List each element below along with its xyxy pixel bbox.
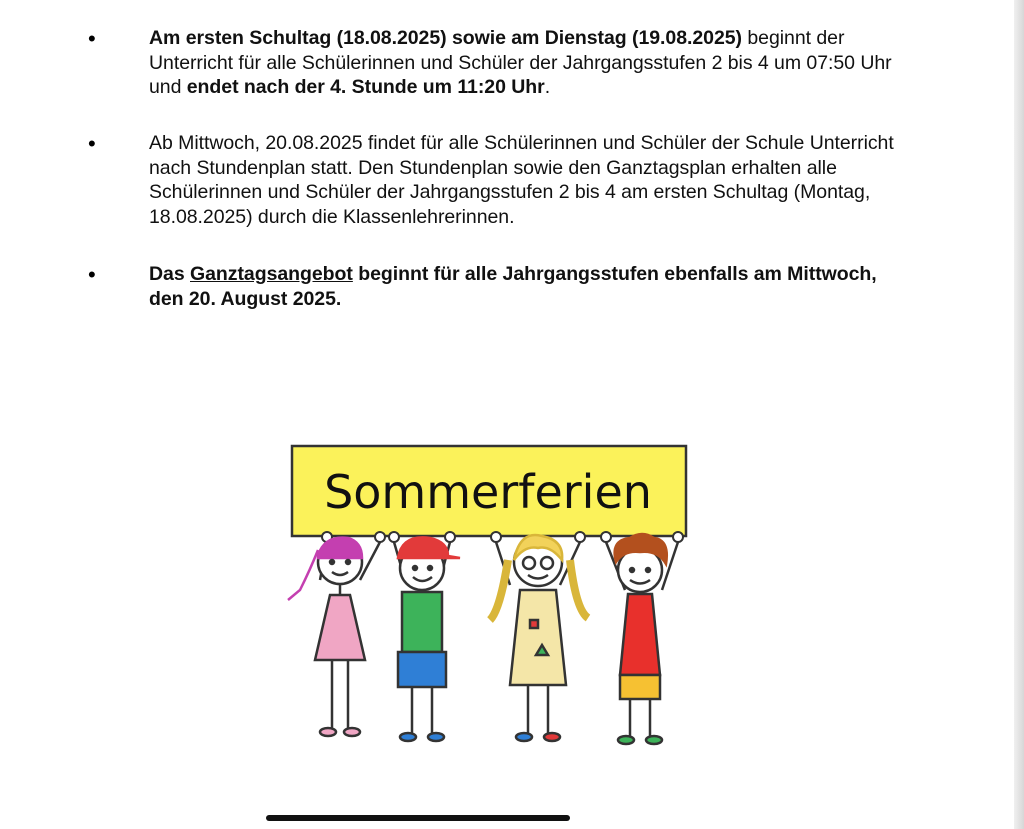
bullet-marker: • xyxy=(88,262,96,287)
sommerferien-illustration xyxy=(270,430,710,760)
bullet-text-1 xyxy=(149,26,909,100)
bullet-marker: • xyxy=(88,131,96,156)
text-span: . xyxy=(544,76,551,98)
kid-girl-blonde-glasses xyxy=(490,535,588,741)
text-span: beginnt der Unterricht für alle Schülerinnen und Schüler der Jahrgangsstufen 2 bis 4 um 07:50 Uhr und xyxy=(149,27,892,98)
sign-text: Sommerferien xyxy=(324,465,652,519)
bullet-marker: • xyxy=(88,26,96,51)
home-indicator[interactable] xyxy=(266,815,570,821)
bold-span: Am ersten Schultag (18.08.2025) sowie am Dienstag (19.08.2025) xyxy=(149,27,743,49)
kid-boy-curly-hair xyxy=(606,534,678,744)
kid-girl-pink-dress xyxy=(288,538,380,736)
bullet-text-3 xyxy=(149,262,909,311)
bullet-text-2: Ab Mittwoch, 20.08.2025 findet für alle Schülerinnen und Schüler der Schule Unterricht nach Stundenplan statt. Den Stundenplan sowie den Ganztagsplan erhalten alle Schülerinnen und Schüler der Jahrgangsstufen 2 bis 4 am ersten Schultag (Montag, 18.08.2025) durch die Klassenlehrerinnen. xyxy=(149,132,894,228)
bold-span: Das xyxy=(149,263,190,285)
bold-span: beginnt für alle Jahrgangsstufen ebenfalls am Mittwoch, den 20. August 2025. xyxy=(149,263,877,310)
page-edge-shadow xyxy=(1014,0,1024,829)
underlined-term: Ganztagsangebot xyxy=(190,263,353,285)
kid-boy-red-cap xyxy=(394,537,460,741)
bold-span: endet nach der 4. Stunde um 11:20 Uhr xyxy=(186,76,545,98)
